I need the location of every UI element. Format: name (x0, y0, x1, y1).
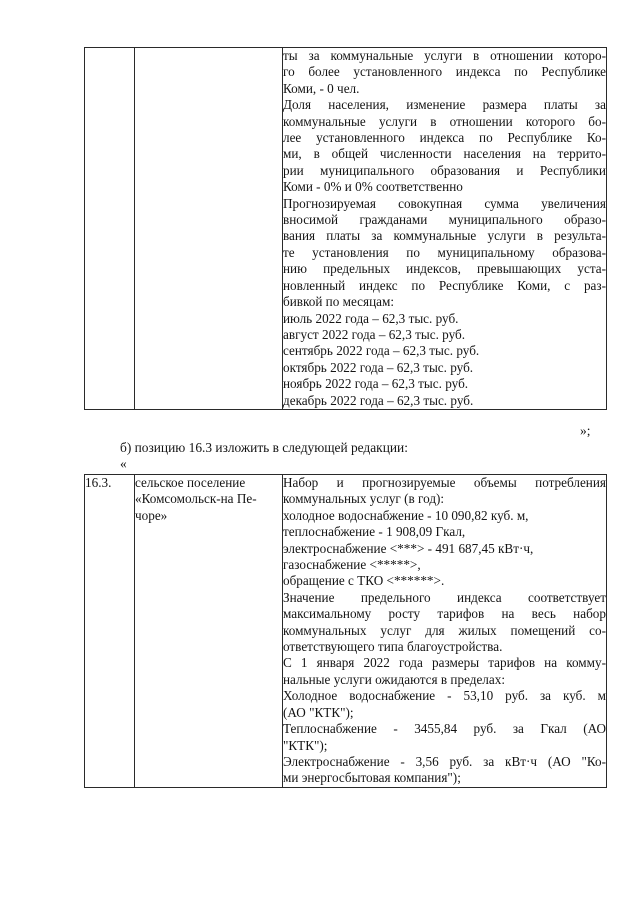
text-line: новленный индекс по Республике Коми, с раз- (283, 277, 606, 293)
row-number-cell (85, 48, 135, 410)
text-line: обращение с ТКО <******>. (283, 573, 445, 589)
closing-quote: »; (580, 423, 591, 438)
opening-quote: « (120, 456, 127, 471)
text-line: (АО "КТК"); (283, 704, 354, 720)
text-line: газоснабжение <*****>, (283, 557, 421, 573)
text-line: рии муниципального образования и Республики (283, 162, 606, 178)
text-line: вания платы за коммунальные услуги в результа- (283, 228, 606, 244)
settlement-name-line: сельское поселение (135, 475, 246, 490)
text-line: коммунальные услуги в отношении которого бо- (283, 113, 606, 129)
text-line: те установления по муниципальному образова- (283, 244, 606, 260)
text-line: холодное водоснабжение - 10 090,82 куб. м, (283, 507, 529, 523)
text-line: Электроснабжение - 3,56 руб. за кВт·ч (АО "Ко- (283, 753, 606, 769)
description-lines (283, 475, 606, 787)
text-line: максимальному росту тарифов на весь набор (283, 606, 606, 622)
text-line: Холодное водоснабжение - 53,10 руб. за куб. м (283, 688, 606, 704)
row-description-cell (283, 48, 607, 410)
description-lines (283, 48, 606, 409)
text-line: "КТК"); (283, 737, 328, 753)
text-line: теплоснабжение - 1 908,09 Гкал, (283, 524, 466, 540)
text-line: август 2022 года – 62,3 тыс. руб. (283, 326, 466, 342)
text-line: ты за коммунальные услуги в отношении которо- (283, 48, 606, 63)
table-row (85, 48, 607, 410)
text-line: сентябрь 2022 года – 62,3 тыс. руб. (283, 343, 480, 359)
text-line: нию предельных индексов, превышающих уста- (283, 261, 606, 277)
text-line: коммунальных услуг для жилых помещений со- (283, 622, 606, 638)
settlement-name-line: «Комсомольск-на Пе- (135, 491, 257, 507)
text-line: ми, в общей численности населения на террито- (283, 146, 606, 162)
table-row (85, 475, 607, 788)
table-continued-section (84, 47, 607, 410)
text-line: вносимой гражданами муниципального образо- (283, 212, 606, 228)
row-description-cell (283, 475, 607, 788)
text-line: лее установленного индекса по Республике Ко- (283, 130, 606, 146)
text-line: ноябрь 2022 года – 62,3 тыс. руб. (283, 376, 469, 392)
text-line: Доля населения, изменение размера платы за (283, 97, 606, 113)
text-line: электроснабжение <***> - 491 687,45 кВт·ч, (283, 540, 534, 556)
text-line: Значение предельного индекса соответствует (283, 589, 606, 605)
text-line: нальные услуги ожидаются в пределах: (283, 671, 505, 687)
text-line: бивкой по месяцам: (283, 294, 394, 310)
text-line: коммунальных услуг (в год): (283, 491, 445, 507)
settlement-name-line: чоре» (135, 507, 168, 523)
text-line: октябрь 2022 года – 62,3 тыс. руб. (283, 359, 474, 375)
row-name-cell (135, 48, 283, 410)
row-number-cell: 16.3. (85, 475, 135, 788)
text-line: июль 2022 года – 62,3 тыс. руб. (283, 310, 459, 326)
text-line: го более установленного индекса по Республике (283, 64, 606, 80)
amendment-instruction: б) позицию 16.3 изложить в следующей редакции: (120, 440, 408, 455)
text-line: Коми, - 0 чел. (283, 80, 360, 96)
text-line: Теплоснабжение - 3455,84 руб. за Гкал (АО (283, 721, 606, 737)
text-line: ми энергосбытовая компания"); (283, 770, 461, 786)
text-line: Прогнозируемая совокупная сумма увеличения (283, 195, 606, 211)
text-line: Коми - 0% и 0% соответственно (283, 179, 463, 195)
text-line: декабрь 2022 года – 62,3 тыс. руб. (283, 392, 474, 408)
row-name-cell (135, 475, 283, 788)
text-line: Набор и прогнозируемые объемы потребления (283, 475, 606, 490)
text-line: С 1 января 2022 года размеры тарифов на комму- (283, 655, 606, 671)
table-position-16-3 (84, 474, 607, 788)
text-line: ответствующего типа благоустройства. (283, 639, 503, 655)
